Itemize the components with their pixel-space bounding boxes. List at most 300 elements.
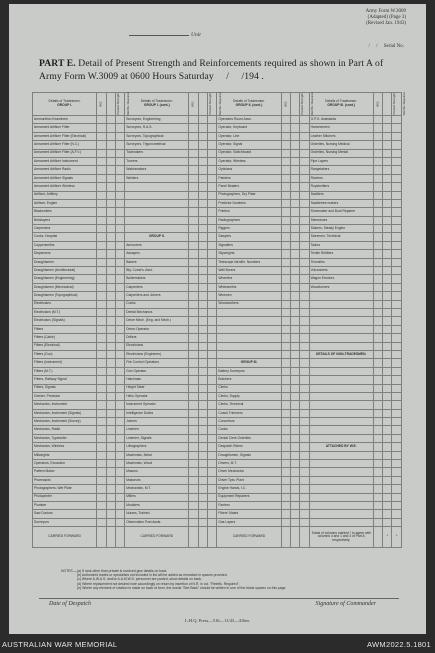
entry-cell[interactable] [189, 216, 198, 224]
entry-cell[interactable] [281, 141, 290, 149]
entry-cell[interactable] [373, 225, 382, 233]
entry-cell[interactable] [208, 451, 217, 459]
entry-cell[interactable] [198, 174, 207, 182]
entry-cell[interactable] [106, 426, 115, 434]
entry-cell[interactable] [189, 149, 198, 157]
total-cell[interactable] [281, 527, 290, 548]
entry-cell[interactable] [208, 258, 217, 266]
entry-cell[interactable] [383, 267, 392, 275]
entry-cell[interactable] [198, 283, 207, 291]
entry-cell[interactable] [392, 166, 402, 174]
entry-cell[interactable] [208, 485, 217, 493]
entry-cell[interactable] [106, 401, 115, 409]
entry-cell[interactable] [106, 510, 115, 518]
entry-cell[interactable] [281, 183, 290, 191]
entry-cell[interactable] [198, 510, 207, 518]
entry-cell[interactable] [189, 317, 198, 325]
entry-cell[interactable] [290, 157, 299, 165]
entry-cell[interactable] [189, 275, 198, 283]
entry-cell[interactable] [300, 216, 309, 224]
entry-cell[interactable] [106, 468, 115, 476]
entry-cell[interactable] [373, 250, 382, 258]
entry-cell[interactable] [97, 132, 106, 140]
entry-cell[interactable] [290, 317, 299, 325]
entry-cell[interactable] [392, 468, 402, 476]
entry-cell[interactable] [97, 157, 106, 165]
entry-cell[interactable] [115, 409, 124, 417]
entry-cell[interactable] [290, 216, 299, 224]
entry-cell[interactable] [300, 174, 309, 182]
entry-cell[interactable] [97, 359, 106, 367]
total-cell[interactable] [208, 527, 217, 548]
entry-cell[interactable] [281, 233, 290, 241]
entry-cell[interactable] [392, 434, 402, 442]
entry-cell[interactable] [208, 292, 217, 300]
entry-cell[interactable] [97, 250, 106, 258]
entry-cell[interactable] [383, 367, 392, 375]
entry-cell[interactable] [115, 157, 124, 165]
entry-cell[interactable] [189, 208, 198, 216]
entry-cell[interactable] [373, 233, 382, 241]
entry-cell[interactable] [373, 468, 382, 476]
entry-cell[interactable] [115, 308, 124, 316]
entry-cell[interactable] [392, 443, 402, 451]
entry-cell[interactable] [198, 233, 207, 241]
entry-cell[interactable] [189, 476, 198, 484]
entry-cell[interactable] [373, 283, 382, 291]
entry-cell[interactable] [392, 342, 402, 350]
entry-cell[interactable] [290, 116, 299, 124]
entry-cell[interactable] [290, 208, 299, 216]
entry-cell[interactable] [189, 384, 198, 392]
entry-cell[interactable] [106, 275, 115, 283]
entry-cell[interactable] [373, 476, 382, 484]
entry-cell[interactable] [290, 460, 299, 468]
entry-cell[interactable] [281, 342, 290, 350]
entry-cell[interactable] [281, 392, 290, 400]
total-cell[interactable] [189, 527, 198, 548]
entry-cell[interactable] [373, 199, 382, 207]
entry-cell[interactable] [198, 409, 207, 417]
entry-cell[interactable] [189, 283, 198, 291]
entry-cell[interactable] [383, 468, 392, 476]
entry-cell[interactable] [281, 124, 290, 132]
entry-cell[interactable] [97, 300, 106, 308]
entry-cell[interactable] [106, 116, 115, 124]
entry-cell[interactable] [115, 376, 124, 384]
entry-cell[interactable] [106, 241, 115, 249]
entry-cell[interactable] [290, 401, 299, 409]
entry-cell[interactable] [208, 476, 217, 484]
entry-cell[interactable] [115, 208, 124, 216]
entry-cell[interactable] [115, 334, 124, 342]
entry-cell[interactable] [300, 116, 309, 124]
entry-cell[interactable] [300, 258, 309, 266]
entry-cell[interactable] [281, 518, 290, 526]
entry-cell[interactable] [383, 317, 392, 325]
entry-cell[interactable] [373, 485, 382, 493]
entry-cell[interactable] [392, 300, 402, 308]
entry-cell[interactable] [106, 233, 115, 241]
entry-cell[interactable] [392, 317, 402, 325]
entry-cell[interactable] [208, 518, 217, 526]
entry-cell[interactable] [208, 418, 217, 426]
entry-cell[interactable] [300, 225, 309, 233]
entry-cell[interactable] [189, 300, 198, 308]
entry-cell[interactable] [290, 275, 299, 283]
entry-cell[interactable] [290, 233, 299, 241]
entry-cell[interactable] [208, 199, 217, 207]
entry-cell[interactable] [290, 518, 299, 526]
entry-cell[interactable] [281, 250, 290, 258]
entry-cell[interactable] [189, 367, 198, 375]
entry-cell[interactable] [281, 166, 290, 174]
entry-cell[interactable] [198, 250, 207, 258]
entry-cell[interactable] [300, 267, 309, 275]
entry-cell[interactable] [198, 116, 207, 124]
entry-cell[interactable] [300, 409, 309, 417]
entry-cell[interactable] [97, 292, 106, 300]
entry-cell[interactable] [115, 451, 124, 459]
entry-cell[interactable] [115, 510, 124, 518]
entry-cell[interactable] [383, 141, 392, 149]
entry-cell[interactable] [290, 267, 299, 275]
entry-cell[interactable] [281, 116, 290, 124]
entry-cell[interactable] [281, 476, 290, 484]
entry-cell[interactable] [97, 141, 106, 149]
entry-cell[interactable] [198, 485, 207, 493]
entry-cell[interactable] [189, 434, 198, 442]
entry-cell[interactable] [208, 409, 217, 417]
entry-cell[interactable] [281, 283, 290, 291]
entry-cell[interactable] [300, 157, 309, 165]
entry-cell[interactable] [189, 350, 198, 358]
entry-cell[interactable] [290, 485, 299, 493]
entry-cell[interactable] [392, 149, 402, 157]
entry-cell[interactable] [97, 216, 106, 224]
entry-cell[interactable] [373, 258, 382, 266]
entry-cell[interactable] [392, 233, 402, 241]
entry-cell[interactable] [198, 308, 207, 316]
entry-cell[interactable] [290, 367, 299, 375]
total-cell[interactable]: * [392, 527, 402, 548]
entry-cell[interactable] [290, 283, 299, 291]
entry-cell[interactable] [115, 300, 124, 308]
entry-cell[interactable] [208, 283, 217, 291]
entry-cell[interactable] [106, 493, 115, 501]
entry-cell[interactable] [115, 325, 124, 333]
entry-cell[interactable] [97, 418, 106, 426]
entry-cell[interactable] [392, 250, 402, 258]
entry-cell[interactable] [373, 359, 382, 367]
entry-cell[interactable] [198, 292, 207, 300]
entry-cell[interactable] [106, 317, 115, 325]
entry-cell[interactable] [392, 208, 402, 216]
entry-cell[interactable] [290, 434, 299, 442]
entry-cell[interactable] [373, 183, 382, 191]
entry-cell[interactable] [281, 359, 290, 367]
entry-cell[interactable] [198, 267, 207, 275]
entry-cell[interactable] [383, 485, 392, 493]
entry-cell[interactable] [115, 199, 124, 207]
entry-cell[interactable] [115, 283, 124, 291]
entry-cell[interactable] [189, 174, 198, 182]
entry-cell[interactable] [198, 460, 207, 468]
entry-cell[interactable] [97, 342, 106, 350]
entry-cell[interactable] [189, 225, 198, 233]
entry-cell[interactable] [97, 166, 106, 174]
entry-cell[interactable] [208, 183, 217, 191]
entry-cell[interactable] [106, 350, 115, 358]
entry-cell[interactable] [198, 342, 207, 350]
entry-cell[interactable] [373, 141, 382, 149]
entry-cell[interactable] [115, 241, 124, 249]
entry-cell[interactable] [198, 426, 207, 434]
entry-cell[interactable] [290, 300, 299, 308]
entry-cell[interactable] [115, 342, 124, 350]
entry-cell[interactable] [281, 258, 290, 266]
entry-cell[interactable] [115, 267, 124, 275]
entry-cell[interactable] [208, 233, 217, 241]
entry-cell[interactable] [115, 485, 124, 493]
entry-cell[interactable] [106, 501, 115, 509]
entry-cell[interactable] [373, 325, 382, 333]
entry-cell[interactable] [189, 401, 198, 409]
entry-cell[interactable] [115, 418, 124, 426]
entry-cell[interactable] [198, 376, 207, 384]
entry-cell[interactable] [300, 376, 309, 384]
entry-cell[interactable] [208, 493, 217, 501]
entry-cell[interactable] [189, 451, 198, 459]
entry-cell[interactable] [97, 325, 106, 333]
entry-cell[interactable] [392, 183, 402, 191]
entry-cell[interactable] [106, 124, 115, 132]
entry-cell[interactable] [383, 476, 392, 484]
entry-cell[interactable] [115, 493, 124, 501]
entry-cell[interactable] [281, 376, 290, 384]
entry-cell[interactable] [97, 275, 106, 283]
entry-cell[interactable] [208, 241, 217, 249]
entry-cell[interactable] [189, 166, 198, 174]
entry-cell[interactable] [198, 183, 207, 191]
entry-cell[interactable] [115, 216, 124, 224]
entry-cell[interactable] [281, 241, 290, 249]
entry-cell[interactable] [115, 250, 124, 258]
entry-cell[interactable] [281, 157, 290, 165]
entry-cell[interactable] [106, 216, 115, 224]
entry-cell[interactable] [392, 267, 402, 275]
entry-cell[interactable] [373, 510, 382, 518]
entry-cell[interactable] [392, 199, 402, 207]
entry-cell[interactable] [106, 183, 115, 191]
entry-cell[interactable] [392, 384, 402, 392]
entry-cell[interactable] [97, 434, 106, 442]
entry-cell[interactable] [97, 350, 106, 358]
entry-cell[interactable] [97, 384, 106, 392]
entry-cell[interactable] [300, 334, 309, 342]
entry-cell[interactable] [290, 250, 299, 258]
entry-cell[interactable] [290, 501, 299, 509]
entry-cell[interactable] [300, 359, 309, 367]
entry-cell[interactable] [300, 208, 309, 216]
entry-cell[interactable] [208, 325, 217, 333]
entry-cell[interactable] [106, 292, 115, 300]
entry-cell[interactable] [189, 409, 198, 417]
entry-cell[interactable] [97, 443, 106, 451]
entry-cell[interactable] [290, 183, 299, 191]
entry-cell[interactable] [115, 518, 124, 526]
entry-cell[interactable] [106, 300, 115, 308]
entry-cell[interactable] [300, 241, 309, 249]
entry-cell[interactable] [392, 216, 402, 224]
entry-cell[interactable] [383, 216, 392, 224]
entry-cell[interactable] [383, 149, 392, 157]
entry-cell[interactable] [383, 308, 392, 316]
entry-cell[interactable] [208, 132, 217, 140]
entry-cell[interactable] [392, 510, 402, 518]
entry-cell[interactable] [392, 225, 402, 233]
entry-cell[interactable] [189, 308, 198, 316]
entry-cell[interactable] [383, 493, 392, 501]
entry-cell[interactable] [97, 460, 106, 468]
entry-cell[interactable] [300, 132, 309, 140]
entry-cell[interactable] [189, 141, 198, 149]
entry-cell[interactable] [383, 418, 392, 426]
entry-cell[interactable] [383, 443, 392, 451]
entry-cell[interactable] [106, 434, 115, 442]
entry-cell[interactable] [290, 384, 299, 392]
entry-cell[interactable] [392, 116, 402, 124]
entry-cell[interactable] [115, 132, 124, 140]
entry-cell[interactable] [106, 460, 115, 468]
entry-cell[interactable] [373, 308, 382, 316]
entry-cell[interactable] [106, 132, 115, 140]
entry-cell[interactable] [281, 501, 290, 509]
entry-cell[interactable] [383, 501, 392, 509]
entry-cell[interactable] [300, 292, 309, 300]
entry-cell[interactable] [106, 334, 115, 342]
entry-cell[interactable] [189, 157, 198, 165]
entry-cell[interactable] [208, 141, 217, 149]
entry-cell[interactable] [106, 141, 115, 149]
entry-cell[interactable] [198, 384, 207, 392]
entry-cell[interactable] [198, 216, 207, 224]
entry-cell[interactable] [189, 124, 198, 132]
entry-cell[interactable] [373, 418, 382, 426]
entry-cell[interactable] [392, 308, 402, 316]
entry-cell[interactable] [281, 300, 290, 308]
entry-cell[interactable] [198, 241, 207, 249]
entry-cell[interactable] [300, 451, 309, 459]
entry-cell[interactable] [189, 292, 198, 300]
entry-cell[interactable] [189, 510, 198, 518]
entry-cell[interactable] [290, 418, 299, 426]
entry-cell[interactable] [300, 325, 309, 333]
entry-cell[interactable] [373, 216, 382, 224]
entry-cell[interactable] [300, 308, 309, 316]
entry-cell[interactable] [300, 384, 309, 392]
entry-cell[interactable] [115, 149, 124, 157]
entry-cell[interactable] [106, 451, 115, 459]
entry-cell[interactable] [383, 350, 392, 358]
entry-cell[interactable] [281, 384, 290, 392]
entry-cell[interactable] [383, 132, 392, 140]
entry-cell[interactable] [392, 501, 402, 509]
entry-cell[interactable] [383, 451, 392, 459]
entry-cell[interactable] [97, 485, 106, 493]
entry-cell[interactable] [115, 141, 124, 149]
entry-cell[interactable] [189, 418, 198, 426]
entry-cell[interactable] [373, 334, 382, 342]
entry-cell[interactable] [373, 401, 382, 409]
entry-cell[interactable] [373, 392, 382, 400]
entry-cell[interactable] [383, 426, 392, 434]
entry-cell[interactable] [106, 157, 115, 165]
entry-cell[interactable] [115, 443, 124, 451]
entry-cell[interactable] [208, 308, 217, 316]
entry-cell[interactable] [281, 275, 290, 283]
entry-cell[interactable] [300, 342, 309, 350]
entry-cell[interactable] [290, 342, 299, 350]
entry-cell[interactable] [97, 451, 106, 459]
entry-cell[interactable] [383, 191, 392, 199]
entry-cell[interactable] [106, 443, 115, 451]
entry-cell[interactable] [383, 300, 392, 308]
entry-cell[interactable] [300, 350, 309, 358]
entry-cell[interactable] [115, 476, 124, 484]
entry-cell[interactable] [281, 267, 290, 275]
entry-cell[interactable] [383, 116, 392, 124]
entry-cell[interactable] [281, 308, 290, 316]
entry-cell[interactable] [208, 460, 217, 468]
entry-cell[interactable] [392, 418, 402, 426]
entry-cell[interactable] [208, 208, 217, 216]
entry-cell[interactable] [189, 233, 198, 241]
entry-cell[interactable] [392, 241, 402, 249]
entry-cell[interactable] [383, 409, 392, 417]
entry-cell[interactable] [290, 132, 299, 140]
entry-cell[interactable] [208, 174, 217, 182]
entry-cell[interactable] [281, 292, 290, 300]
entry-cell[interactable] [383, 124, 392, 132]
entry-cell[interactable] [373, 208, 382, 216]
entry-cell[interactable] [106, 283, 115, 291]
entry-cell[interactable] [383, 275, 392, 283]
entry-cell[interactable] [97, 493, 106, 501]
entry-cell[interactable] [115, 460, 124, 468]
entry-cell[interactable] [373, 116, 382, 124]
entry-cell[interactable] [97, 267, 106, 275]
entry-cell[interactable] [208, 359, 217, 367]
entry-cell[interactable] [392, 292, 402, 300]
entry-cell[interactable] [300, 476, 309, 484]
entry-cell[interactable] [290, 166, 299, 174]
entry-cell[interactable] [290, 191, 299, 199]
entry-cell[interactable] [97, 409, 106, 417]
entry-cell[interactable] [290, 141, 299, 149]
entry-cell[interactable] [373, 174, 382, 182]
entry-cell[interactable] [106, 418, 115, 426]
entry-cell[interactable] [189, 468, 198, 476]
entry-cell[interactable] [189, 485, 198, 493]
entry-cell[interactable] [383, 183, 392, 191]
entry-cell[interactable] [281, 401, 290, 409]
entry-cell[interactable] [208, 275, 217, 283]
entry-cell[interactable] [106, 225, 115, 233]
entry-cell[interactable] [281, 493, 290, 501]
entry-cell[interactable] [115, 434, 124, 442]
entry-cell[interactable] [281, 199, 290, 207]
